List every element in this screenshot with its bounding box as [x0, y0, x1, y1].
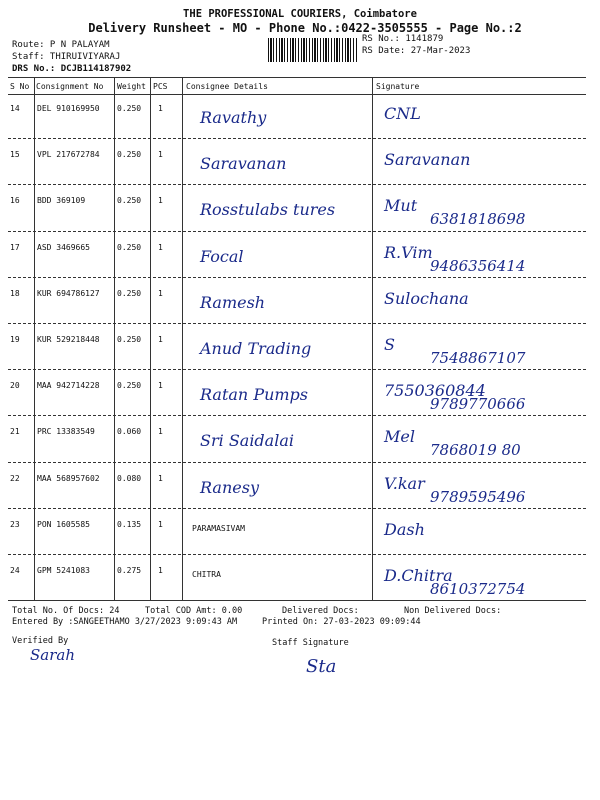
row-weight: 0.250: [117, 335, 142, 344]
col-sno: S No: [10, 82, 30, 91]
row-pcs: 1: [158, 473, 163, 483]
row-sno: 16: [10, 196, 20, 206]
row-divider: [8, 508, 586, 509]
row-phone-handwritten: 7548867107: [430, 349, 526, 367]
table-top-border: [8, 77, 586, 78]
col-divider: [150, 78, 151, 600]
row-weight: 0.250: [117, 242, 142, 252]
row-signature: D.Chitra: [384, 566, 453, 585]
row-signature: Saravanan: [384, 150, 471, 170]
row-signature: Sulochana: [384, 288, 469, 308]
rs-date: RS Date: 27-Mar-2023: [362, 46, 471, 56]
row-pcs: 1: [158, 288, 163, 298]
row-signature: R.Vim: [384, 242, 433, 262]
row-signature: Mel: [384, 427, 415, 447]
row-pcs: 1: [158, 335, 163, 344]
table-bottom-border: [8, 600, 586, 601]
row-weight: 0.250: [117, 288, 142, 298]
row-consignment-no: GPM 5241083: [37, 566, 90, 575]
row-pcs: 1: [158, 150, 163, 160]
row-pcs: 1: [158, 381, 163, 391]
row-consignment-no: PRC 13383549: [37, 427, 95, 437]
staff-label: Staff: THIRUIVIYARAJ: [12, 52, 121, 62]
company-title: THE PROFESSIONAL COURIERS, Coimbatore: [183, 8, 417, 20]
total-docs: Total No. Of Docs: 24: [12, 606, 120, 616]
col-divider: [372, 78, 373, 600]
row-sno: 21: [10, 427, 20, 437]
row-divider: [8, 231, 586, 232]
col-consignee: Consignee Details: [186, 82, 268, 91]
row-sno: 20: [10, 381, 20, 391]
row-consignee-handwritten: Rosstulabs tures: [200, 200, 336, 220]
row-weight: 0.250: [117, 104, 142, 113]
row-weight: 0.135: [117, 519, 142, 529]
row-pcs: 1: [158, 242, 163, 252]
row-sno: 17: [10, 242, 20, 252]
row-consignee-handwritten: Ramesh: [200, 292, 266, 312]
col-divider: [182, 78, 183, 600]
row-consignee-handwritten: Focal: [200, 246, 244, 266]
row-divider: [8, 323, 586, 324]
row-divider: [8, 554, 586, 555]
col-consignment: Consignment No: [36, 82, 104, 91]
row-divider: [8, 277, 586, 278]
non-delivered-docs: Non Delivered Docs:: [404, 606, 502, 616]
row-sno: 24: [10, 566, 20, 575]
drs-number: DRS No.: DCJB114187902: [12, 64, 132, 74]
col-weight: Weight: [117, 82, 146, 91]
barcode: [268, 38, 358, 62]
row-signature: S: [384, 335, 395, 354]
row-sno: 14: [10, 104, 20, 113]
row-phone-handwritten: 9789770666: [430, 395, 526, 414]
row-consignee-handwritten: Ravathy: [200, 108, 267, 127]
row-sno: 22: [10, 473, 20, 483]
route-label: Route: P N PALAYAM: [12, 40, 110, 50]
row-signature: CNL: [384, 104, 421, 123]
row-sno: 18: [10, 288, 20, 298]
row-pcs: 1: [158, 104, 163, 113]
row-consignee-handwritten: Ranesy: [200, 477, 259, 497]
row-consignee-handwritten: Ratan Pumps: [200, 385, 309, 405]
row-pcs: 1: [158, 427, 163, 437]
col-divider: [114, 78, 115, 600]
row-consignee: CHITRA: [192, 570, 221, 579]
row-divider: [8, 184, 586, 185]
row-consignment-no: KUR 529218448: [37, 335, 100, 344]
col-divider: [34, 78, 35, 600]
row-phone-handwritten: 9789595496: [430, 487, 526, 506]
row-consignee-handwritten: Sri Saidalai: [200, 431, 294, 451]
row-phone-handwritten: 7868019 80: [430, 441, 521, 460]
total-cod: Total COD Amt: 0.00: [145, 606, 243, 616]
row-weight: 0.250: [117, 381, 142, 391]
row-weight: 0.250: [117, 150, 142, 160]
row-weight: 0.080: [117, 473, 142, 483]
row-signature: 7550360844: [384, 381, 486, 401]
row-phone-handwritten: 9486356414: [430, 256, 526, 275]
printed-on: Printed On: 27-03-2023 09:09:44: [262, 617, 421, 627]
row-signature: V.kar: [384, 473, 425, 493]
delivered-docs: Delivered Docs:: [282, 606, 359, 616]
row-consignee-handwritten: Anud Trading: [200, 339, 312, 358]
runsheet-subtitle: Delivery Runsheet - MO - Phone No.:0422-3505555 - Page No.:2: [88, 21, 522, 35]
row-weight: 0.060: [117, 427, 142, 437]
row-consignee: PARAMASIVAM: [192, 523, 245, 533]
row-phone-handwritten: 6381818698: [430, 210, 526, 229]
row-pcs: 1: [158, 519, 163, 529]
row-consignment-no: MAA 942714228: [37, 381, 100, 391]
row-phone-handwritten: 8610372754: [430, 580, 526, 598]
row-sno: 23: [10, 519, 20, 529]
row-sno: 15: [10, 150, 20, 160]
row-divider: [8, 138, 586, 139]
row-pcs: 1: [158, 566, 163, 575]
verified-signature: Sarah: [30, 646, 75, 664]
row-divider: [8, 369, 586, 370]
rs-number: RS No.: 1141879: [362, 34, 444, 44]
row-consignment-no: PON 1605585: [37, 519, 90, 529]
col-signature: Signature: [376, 82, 420, 91]
row-divider: [8, 462, 586, 463]
row-consignment-no: DEL 910169950: [37, 104, 100, 113]
header-bottom-border: [8, 94, 586, 95]
row-divider: [8, 415, 586, 416]
row-signature: Dash: [384, 519, 425, 539]
entered-by: Entered By :SANGEETHAMO 3/27/2023 9:09:43 AM: [12, 617, 238, 627]
staff-signature-label: Staff Signature: [272, 638, 349, 648]
col-pcs: PCS: [153, 82, 168, 91]
verified-by-label: Verified By: [12, 636, 69, 646]
staff-signature: Sta: [306, 656, 337, 677]
row-consignment-no: BDD 369109: [37, 196, 86, 206]
row-consignment-no: VPL 217672784: [37, 150, 100, 160]
row-signature: Mut: [384, 196, 418, 216]
row-sno: 19: [10, 335, 20, 344]
row-consignment-no: ASD 3469665: [37, 242, 90, 252]
row-weight: 0.250: [117, 196, 142, 206]
row-pcs: 1: [158, 196, 163, 206]
row-consignment-no: KUR 694786127: [37, 288, 100, 298]
row-weight: 0.275: [117, 566, 142, 575]
row-consignee-handwritten: Saravanan: [200, 154, 287, 174]
row-consignment-no: MAA 568957602: [37, 473, 100, 483]
